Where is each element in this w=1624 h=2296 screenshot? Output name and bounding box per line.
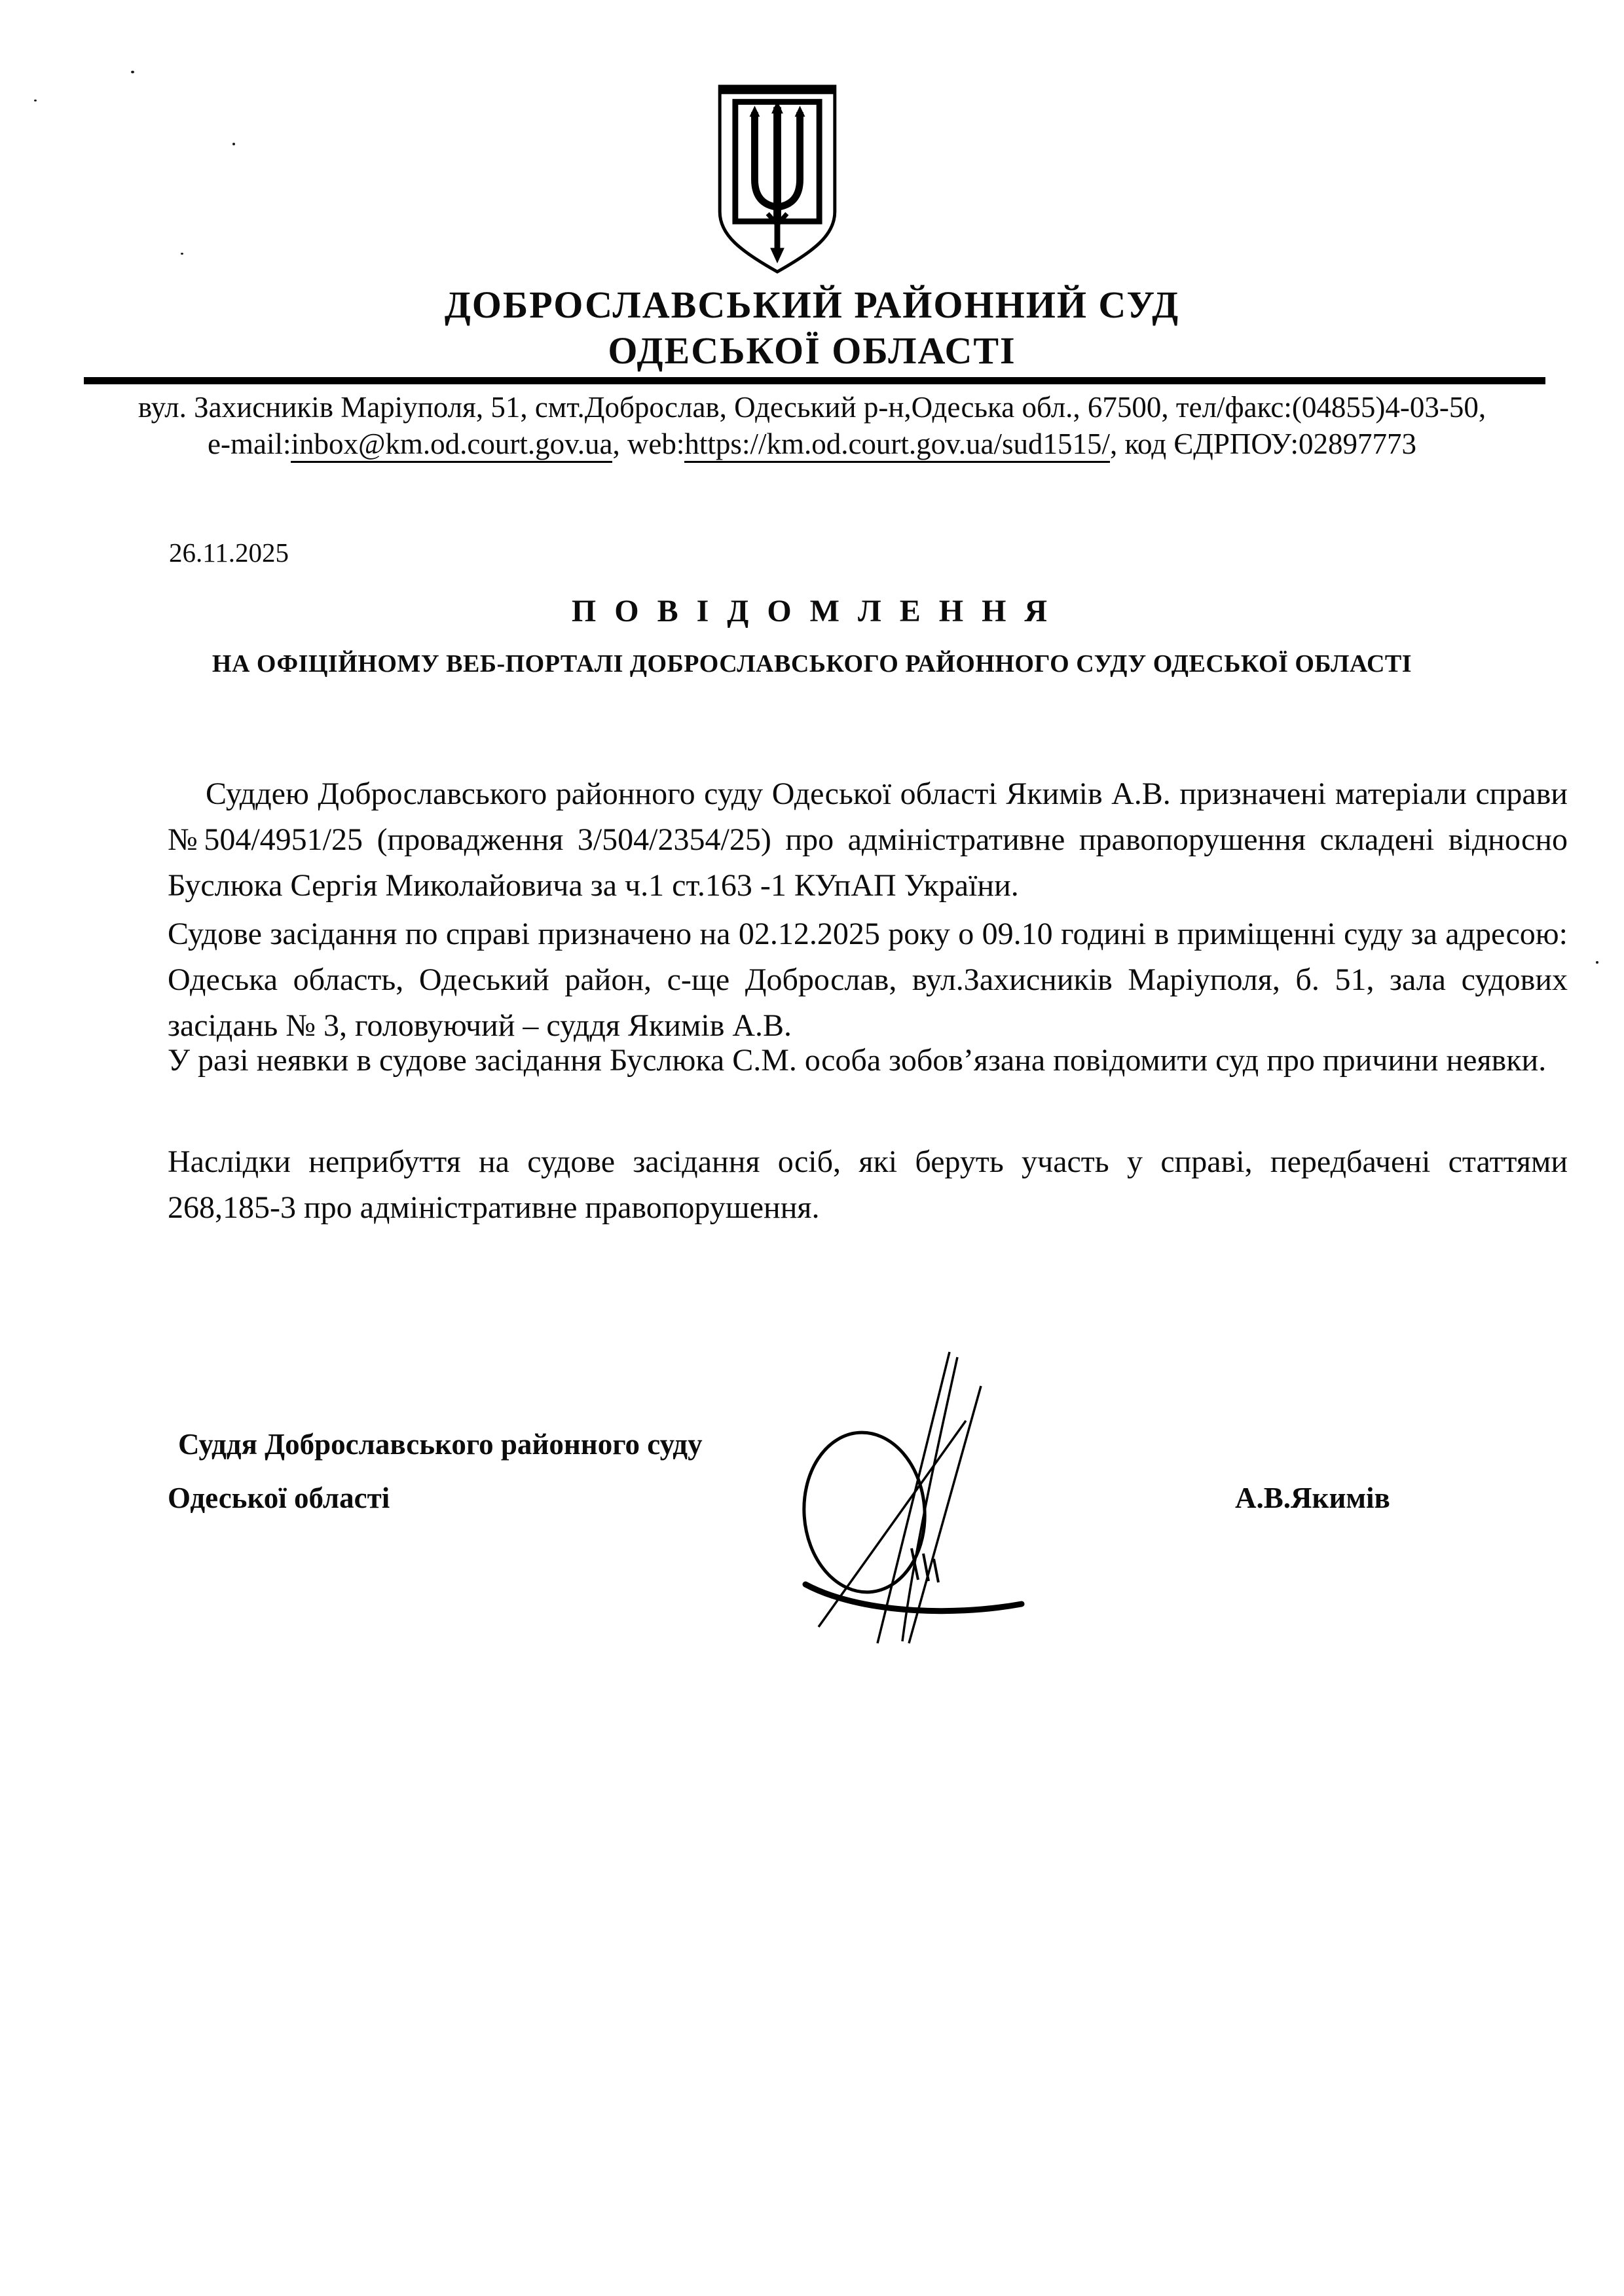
signature-judge-name: А.В.Якимів xyxy=(1235,1482,1390,1514)
scan-artifact-speck xyxy=(131,71,134,73)
court-name-line1: ДОБРОСЛАВСЬКИЙ РАЙОННИЙ СУД xyxy=(444,283,1180,326)
email-address: inbox@km.od.court.gov.ua xyxy=(291,428,612,463)
scan-artifact-speck xyxy=(1596,961,1598,964)
signature-title-line2: Одеської області xyxy=(168,1482,390,1514)
document-date: 26.11.2025 xyxy=(169,538,289,568)
body-paragraph-case-assignment: Суддею Доброславського районного суду Одеської області Якимів А.В. призначені матеріали справи №504/4951/25 (провадження 3/504/2354/25) про адміністративне правопорушення складені відносно Буслюка Сергія Миколайовича за ч.1 ст.163 -1 КУпАП України. xyxy=(168,776,1568,903)
court-contact-line xyxy=(0,427,1624,461)
court-address-line: вул. Захисників Маріуполя, 51, смт.Доброслав, Одеський р-н,Одеська обл., 67500, тел/факс:(04855)4-03-50, xyxy=(138,391,1486,424)
edrpou-code: , код ЄДРПОУ:02897773 xyxy=(1109,428,1416,460)
scan-artifact-speck xyxy=(181,253,183,255)
scan-artifact-speck xyxy=(232,143,235,145)
body-paragraph-absence-duty: У разі неявки в судове засідання Буслюка С.М. особа зобов’язана повідомити суд про причини неявки. xyxy=(168,1043,1547,1078)
court-name-line2: ОДЕСЬКОЇ ОБЛАСТІ xyxy=(608,329,1016,372)
body-paragraph-hearing-details: Судове засідання по справі призначено на 02.12.2025 року о 09.10 годині в приміщенні суду за адресою: Одеська область, Одеський район, с-ще Доброслав, вул.Захисників Маріуполя, б. 51, зала судових засідань № 3, головуючий – суддя Якимів А.В. xyxy=(168,917,1568,1043)
signature-title-line1: Суддя Доброславського районного суду xyxy=(178,1428,703,1461)
notice-title: П О В І Д О М Л Е Н Н Я xyxy=(571,594,1053,629)
handwritten-signature-icon xyxy=(740,1345,1133,1647)
body-paragraph-consequences: Наслідки неприбуття на судове засідання осіб, які беруть участь у справі, передбачені статтями 268,185-3 про адміністративне правопорушення. xyxy=(168,1144,1568,1225)
email-label: e-mail: xyxy=(208,428,291,460)
web-address: https://km.od.court.gov.ua/sud1515/ xyxy=(684,428,1110,463)
web-label: , web: xyxy=(612,428,685,460)
ukraine-trident-emblem-icon xyxy=(716,82,839,276)
scan-artifact-speck xyxy=(34,100,37,101)
header-divider-rule xyxy=(84,377,1545,384)
notice-subtitle: НА ОФІЦІЙНОМУ ВЕБ-ПОРТАЛІ ДОБРОСЛАВСЬКОГО РАЙОННОГО СУДУ ОДЕСЬКОЇ ОБЛАСТІ xyxy=(212,650,1412,678)
